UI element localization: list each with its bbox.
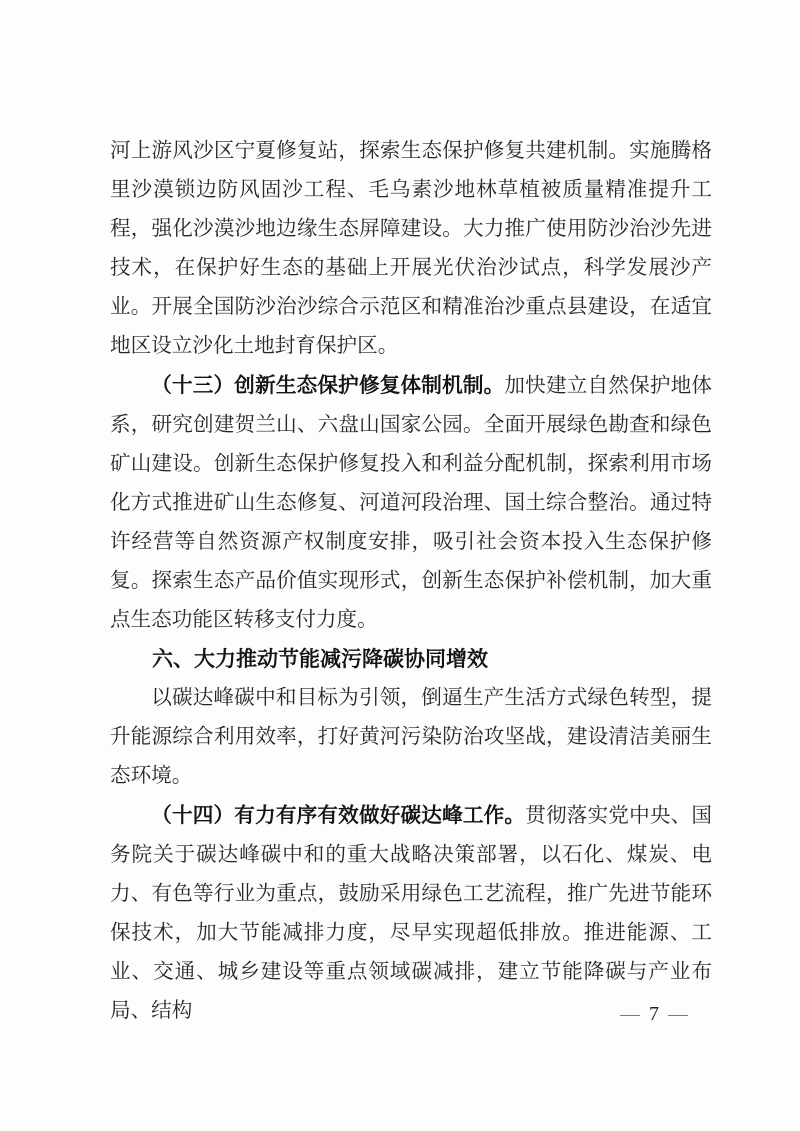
paragraph-text: 以碳达峰碳中和目标为引领，倒逼生产生活方式绿色转型，提升能源综合利用效率，打好黄河污染防治攻坚战，建设清洁美丽生态环境。 [110, 687, 712, 787]
paragraph-text: 加快建立自然保护地体系，研究创建贺兰山、六盘山国家公园。全面开展绿色勘查和绿色矿山建设。创新生态保护修复投入和利益分配机制，探索利用市场化方式推进矿山生态修复、河道河段治理、国土综合整治。通过特许经营等自然资源产权制度安排，吸引社会资本投入生态保护修复。探索生态产品价值实现形式，创新生态保护补偿机制，加大重点生态功能区转移支付力度。 [110, 375, 712, 631]
paragraph-item-14 [110, 796, 712, 1031]
paragraph-lead-bold: （十四）有力有序有效做好碳达峰工作。 [151, 804, 526, 827]
paragraph-text: 河上游风沙区宁夏修复站，探索生态保护修复共建机制。实施腾格里沙漠锁边防风固沙工程、毛乌素沙地林草植被质量精准提升工程，强化沙漠沙地边缘生态屏障建设。大力推广使用防沙治沙先进技术，在保护好生态的基础上开展光伏治沙试点，科学发展沙产业。开展全国防沙治沙综合示范区和精准治沙重点县建设，在适宜地区设立沙化土地封育保护区。 [110, 140, 712, 357]
paragraph-item-13 [110, 366, 712, 640]
paragraph-continuation [110, 132, 712, 366]
section-heading-six: 六、大力推动节能减污降碳协同增效 [152, 648, 488, 671]
paragraph-section-intro [110, 679, 712, 796]
document-body [110, 132, 712, 1031]
paragraph-text: 贯彻落实党中央、国务院关于碳达峰碳中和的重大战略决策部署，以石化、煤炭、电力、有色等行业为重点，鼓励采用绿色工艺流程，推广先进节能环保技术，加大节能减排力度，尽早实现超低排放。推进能源、工业、交通、城乡建设等重点领域碳减排，建立节能降碳与产业布局、结构 [110, 805, 713, 1022]
page-number-dash-right: — [668, 1003, 688, 1025]
page-number-value: 7 [649, 1003, 659, 1025]
page-number [620, 1001, 688, 1027]
page-number-dash-left: — [620, 1003, 640, 1025]
paragraph-lead-bold: （十三）创新生态保护修复体制机制。 [151, 374, 505, 397]
